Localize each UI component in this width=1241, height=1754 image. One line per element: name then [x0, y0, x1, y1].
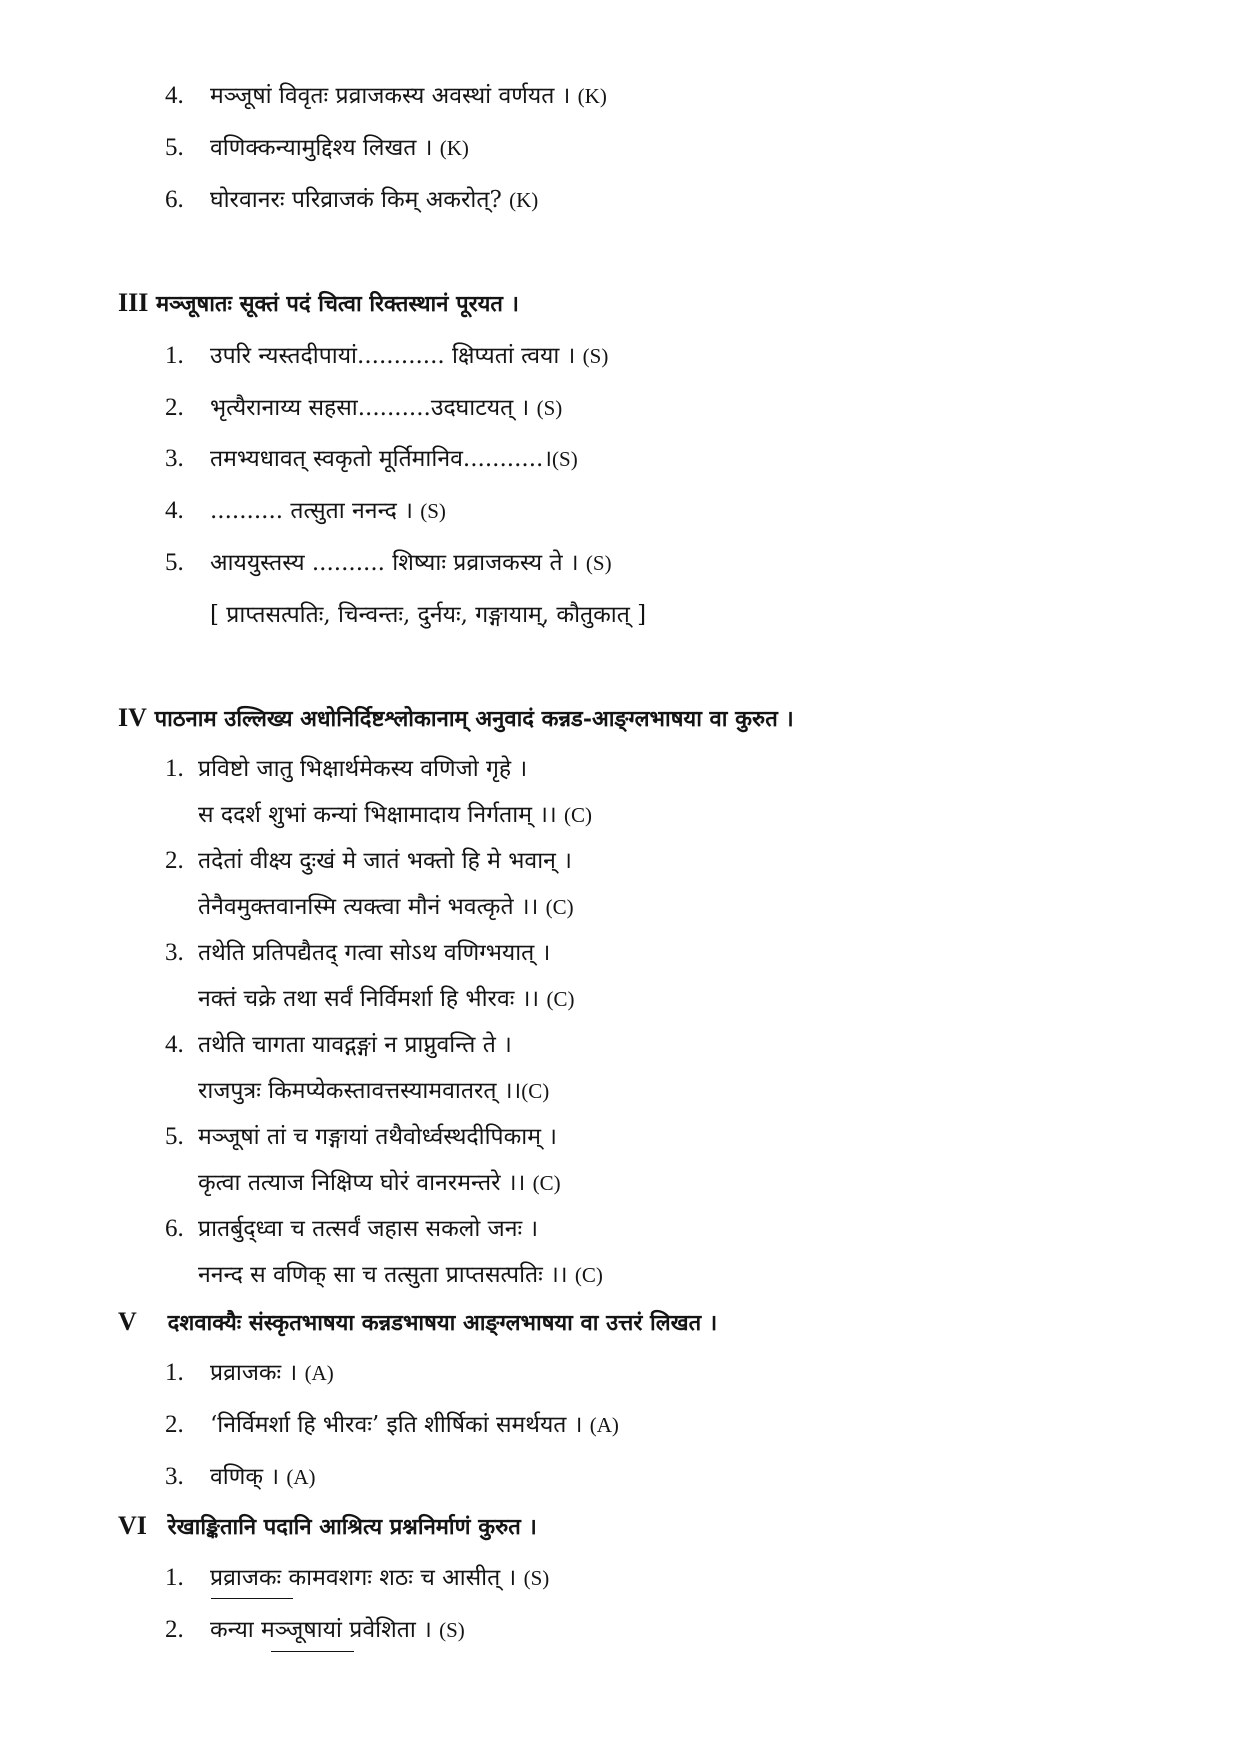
mark-label: (S)	[439, 1618, 465, 1642]
item-number: 5.	[165, 134, 184, 161]
mark-label: (C)	[532, 1171, 561, 1195]
section-heading	[118, 702, 794, 735]
mark-label: (C)	[546, 987, 575, 1011]
section-title: रेखाङ्कितानि पदानि आश्रित्य प्रश्ननिर्माणं कुरुत ।	[167, 1514, 537, 1540]
mark-label: (A)	[304, 1361, 334, 1385]
section-number: V	[118, 1307, 137, 1336]
mark-label: (S)	[582, 344, 609, 368]
verse-line: राजपुत्रः किमप्येकस्तावत्तस्यामवातरत् ।।	[198, 1078, 522, 1104]
item-text: प्रव्राजकः ।	[210, 1360, 298, 1386]
mark-label: (C)	[521, 1079, 550, 1103]
section-number: III	[118, 288, 149, 317]
verse-line-2	[198, 983, 574, 1015]
item-text: ‘निर्विमर्शा हि भीरवः’ इति शीर्षिकां समर्थयत ।	[210, 1412, 583, 1438]
item-number: 5.	[165, 549, 184, 576]
verse-line: नक्तं चक्रे तथा सर्वं निर्विमर्शा हि भीरवः ।।	[198, 986, 540, 1012]
section-title: दशवाक्यैः संस्कृतभाषया कन्नडभाषया आङ्ग्लभाषया वा उत्तरं लिखत ।	[167, 1310, 718, 1336]
item-number: 2.	[165, 1411, 184, 1438]
item-number: 6.	[165, 1215, 184, 1242]
verse-line: तदेतां वीक्ष्य दुःखं मे जातं भक्तो हि मे भवान् ।	[198, 848, 572, 874]
mark-label: (S)	[585, 551, 612, 575]
verse-line: तथेति चागता यावद्गङ्गां न प्राप्नुवन्ति ते ।	[198, 1032, 512, 1058]
verse-line: प्रातर्बुद्ध्वा च तत्सर्वं जहास सकलो जनः ।	[198, 1216, 539, 1242]
verse-line-2	[198, 1167, 561, 1199]
verse-line-2	[198, 799, 592, 831]
item-number: 2.	[165, 847, 184, 874]
item-number: 2.	[165, 1616, 184, 1643]
item-text: कन्या मञ्जूषायां प्रवेशिता ।	[210, 1617, 432, 1643]
section-title: पाठनाम उल्लिख्य अधोनिर्दिष्टश्लोकानाम् अनुवादं कन्नड-आङ्ग्लभाषया वा कुरुत ।	[154, 706, 794, 732]
item-number: 4.	[165, 1031, 184, 1058]
item-text: वणिक् ।	[210, 1464, 280, 1490]
word-box	[210, 599, 646, 631]
verse-line-2	[198, 1075, 549, 1107]
mark-label: (C)	[545, 895, 574, 919]
item-number: 2.	[165, 394, 184, 421]
verse-line-2	[198, 1259, 603, 1291]
item-number: 4.	[165, 82, 184, 109]
item-text: वणिक्कन्यामुद्दिश्य लिखत ।	[210, 135, 433, 161]
verse-line: ननन्द स वणिक् सा च तत्सुता प्राप्तसत्पतिः ।।	[198, 1262, 568, 1288]
section-title: मञ्जूषातः सूक्तं पदं चित्वा रिक्तस्थानं पूरयत ।	[156, 291, 519, 317]
item-text: आययुस्तस्य .......... शिष्याः प्रव्राजकस्य ते ।	[210, 550, 579, 576]
section-number: VI	[118, 1511, 147, 1540]
mark-label: (S)	[552, 447, 578, 471]
verse-line: मञ्जूषां तां च गङ्गायां तथैवोर्ध्वस्थदीपिकाम् ।	[198, 1124, 558, 1150]
item-text: तमभ्यधावत् स्वकृतो मूर्तिमानिव...........।	[210, 446, 553, 472]
item-text: उपरि न्यस्तदीपायां............ क्षिप्यतां त्वया ।	[210, 343, 576, 369]
mark-label: (A)	[589, 1413, 619, 1437]
word-box-text: [ प्राप्तसत्पतिः, चिन्वन्तः, दुर्नयः, गङ्गायाम्, कौतुकात् ]	[210, 602, 647, 628]
mark-label: (C)	[574, 1263, 603, 1287]
mark-label: (S)	[536, 396, 563, 420]
verse-line: तेनैवमुक्तवानस्मि त्यक्त्वा मौनं भवत्कृते ।।	[198, 894, 539, 920]
mark-label: (C)	[564, 803, 593, 827]
item-number: 1.	[165, 1359, 184, 1386]
item-number: 3.	[165, 939, 184, 966]
section-heading	[118, 1306, 717, 1339]
mark-label: (S)	[420, 499, 446, 523]
verse-line: स ददर्श शुभां कन्यां भिक्षामादाय निर्गताम् ।।	[198, 802, 557, 828]
item-text: घोरवानरः परिव्राजकं किम् अकरोत्?	[210, 187, 502, 213]
verse-line: कृत्वा तत्याज निक्षिप्य घोरं वानरमन्तरे ।।	[198, 1170, 526, 1196]
item-number: 3.	[165, 445, 184, 472]
mark-label: (S)	[523, 1566, 550, 1590]
item-text: प्रव्राजकः कामवशगः शठः च आसीत् ।	[210, 1565, 517, 1591]
mark-label: (K)	[509, 188, 539, 212]
item-number: 1.	[165, 342, 184, 369]
item-number: 1.	[165, 755, 184, 782]
underline-mark	[211, 1598, 293, 1599]
item-number: 1.	[165, 1564, 184, 1591]
section-number: IV	[118, 703, 147, 732]
item-text: .......... तत्सुता ननन्द ।	[210, 498, 413, 524]
item-number: 6.	[165, 186, 184, 213]
item-text: मञ्जूषां विवृतः प्रव्राजकस्य अवस्थां वर्णयत ।	[210, 83, 571, 109]
verse-line-2	[198, 891, 574, 923]
section-heading	[118, 287, 519, 320]
mark-label: (A)	[286, 1465, 316, 1489]
item-number: 3.	[165, 1463, 184, 1490]
mark-label: (K)	[577, 84, 607, 108]
mark-label: (K)	[439, 136, 469, 160]
item-number: 4.	[165, 497, 184, 524]
verse-line: तथेति प्रतिपद्यैतद् गत्वा सोऽथ वणिग्भयात् ।	[198, 940, 551, 966]
item-number: 5.	[165, 1123, 184, 1150]
verse-line: प्रविष्टो जातु भिक्षार्थमेकस्य वणिजो गृहे ।	[198, 756, 528, 782]
item-text: भृत्यैरानाय्य सहसा..........उदघाटयत् ।	[210, 395, 530, 421]
section-heading	[118, 1510, 537, 1543]
underline-mark	[271, 1651, 354, 1652]
